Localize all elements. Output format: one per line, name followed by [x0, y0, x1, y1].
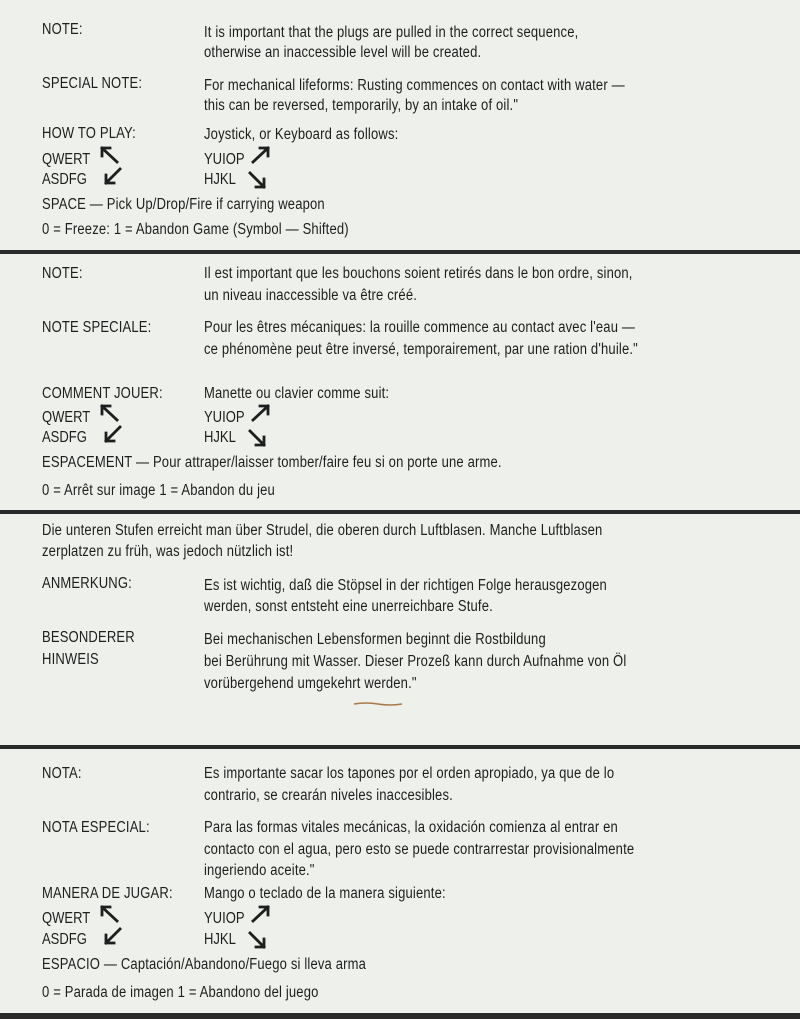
french-space-line: ESPACEMENT — Pour attraper/laisser tomber/faire feu si on porte une arme. [42, 454, 502, 471]
english-space-line: SPACE — Pick Up/Drop/Fire if carrying weapon [42, 196, 325, 213]
french-special-line-1: Pour les êtres mécaniques: la rouille commence au contact avec l'eau — [204, 319, 636, 336]
german-special-line-1: Bei mechanischen Lebensformen beginnt die Rostbildung [204, 631, 546, 648]
section-divider [0, 250, 800, 254]
french-keys-qwert: QWERT [42, 409, 91, 426]
spanish-note-label: NOTA: [42, 765, 82, 782]
english-play-value: Joystick, or Keyboard as follows: [204, 126, 399, 143]
english-special-line-2: this can be reversed, temporarily, by an intake of oil." [204, 97, 519, 114]
french-keys-asdfg: ASDFG [42, 429, 87, 446]
english-freeze-line: 0 = Freeze: 1 = Abandon Game (Symbol — Shifted) [42, 221, 349, 238]
arrow-down-right-icon [246, 930, 268, 950]
french-note-line-2: un niveau inaccessible va être créé. [204, 287, 418, 304]
english-note-line-1: It is important that the plugs are pulled in the correct sequence, [204, 24, 579, 41]
spanish-play-value: Mango o teclado de la manera siguiente: [204, 885, 446, 902]
spanish-note-line-2: contrario, se crearán niveles inaccesibles. [204, 787, 453, 804]
spanish-special-line-1: Para las formas vitales mecánicas, la oxidación comienza al entrar en [204, 819, 618, 836]
french-play-value: Manette ou clavier comme suit: [204, 385, 390, 402]
arrow-down-left-icon [102, 166, 124, 186]
spanish-special-label: NOTA ESPECIAL: [42, 819, 150, 836]
french-freeze-line: 0 = Arrêt sur image 1 = Abandon du jeu [42, 482, 275, 499]
section-divider [0, 745, 800, 749]
english-keys-qwert: QWERT [42, 151, 91, 168]
spanish-play-label: MANERA DE JUGAR: [42, 885, 173, 902]
german-special-line-2: bei Berührung mit Wasser. Dieser Prozeß kann durch Aufnahme von Öl [204, 653, 627, 670]
german-intro-line-2: zerplatzen zu früh, was jedoch nützlich ist! [42, 543, 294, 560]
german-intro-line-1: Die unteren Stufen erreicht man über Strudel, die oberen durch Luftblasen. Manche Luftblasen [42, 522, 603, 539]
spanish-freeze-line: 0 = Parada de imagen 1 = Abandono del juego [42, 984, 319, 1001]
english-keys-asdfg: ASDFG [42, 171, 87, 188]
german-note-label: ANMERKUNG: [42, 575, 132, 592]
spanish-special-line-2: contacto con el agua, pero esto se puede contrarrestar provisionalmente [204, 841, 635, 858]
arrow-up-left-icon [98, 144, 120, 164]
arrow-up-right-icon [250, 144, 272, 164]
spanish-keys-yuiop: YUIOP [204, 910, 245, 927]
arrow-up-right-icon [250, 402, 272, 422]
german-special-label-2: HINWEIS [42, 651, 99, 668]
german-special-line-3: vorübergehend umgekehrt werden." [204, 675, 417, 692]
german-note-line-1: Es ist wichtig, daß die Stöpsel in der richtigen Folge herausgezogen [204, 577, 607, 594]
english-note-label: NOTE: [42, 21, 83, 38]
spanish-note-line-1: Es importante sacar los tapones por el orden apropiado, ya que de lo [204, 765, 615, 782]
german-special-label-1: BESONDERER [42, 629, 135, 646]
spanish-keys-hjkl: HJKL [204, 931, 236, 948]
english-special-label: SPECIAL NOTE: [42, 75, 143, 92]
arrow-up-right-icon [250, 903, 272, 923]
german-note-line-2: werden, sonst entsteht eine unerreichbare Stufe. [204, 598, 493, 615]
french-note-label: NOTE: [42, 265, 83, 282]
spanish-keys-asdfg: ASDFG [42, 931, 87, 948]
spanish-keys-qwert: QWERT [42, 910, 91, 927]
english-keys-yuiop: YUIOP [204, 151, 245, 168]
arrow-down-right-icon [246, 170, 268, 190]
french-special-line-2: ce phénomène peut être inversé, temporairement, par une ration d'huile." [204, 341, 638, 358]
decorative-squiggle [352, 700, 404, 708]
french-keys-hjkl: HJKL [204, 429, 236, 446]
english-special-line-1: For mechanical lifeforms: Rusting commences on contact with water — [204, 77, 625, 94]
french-note-line-1: Il est important que les bouchons soient retirés dans le bon ordre, sinon, [204, 265, 633, 282]
english-play-label: HOW TO PLAY: [42, 125, 136, 142]
bottom-edge [0, 1013, 800, 1019]
arrow-down-right-icon [246, 428, 268, 448]
arrow-down-left-icon [102, 424, 124, 444]
section-divider [0, 510, 800, 514]
french-play-label: COMMENT JOUER: [42, 385, 163, 402]
spanish-space-line: ESPACIO — Captación/Abandono/Fuego si lleva arma [42, 956, 367, 973]
arrow-up-left-icon [98, 402, 120, 422]
english-keys-hjkl: HJKL [204, 171, 236, 188]
french-special-label: NOTE SPECIALE: [42, 319, 152, 336]
arrow-down-left-icon [102, 926, 124, 946]
arrow-up-left-icon [98, 903, 120, 923]
spanish-special-line-3: ingeriendo aceite." [204, 862, 315, 879]
french-keys-yuiop: YUIOP [204, 409, 245, 426]
english-note-line-2: otherwise an inaccessible level will be created. [204, 44, 482, 61]
